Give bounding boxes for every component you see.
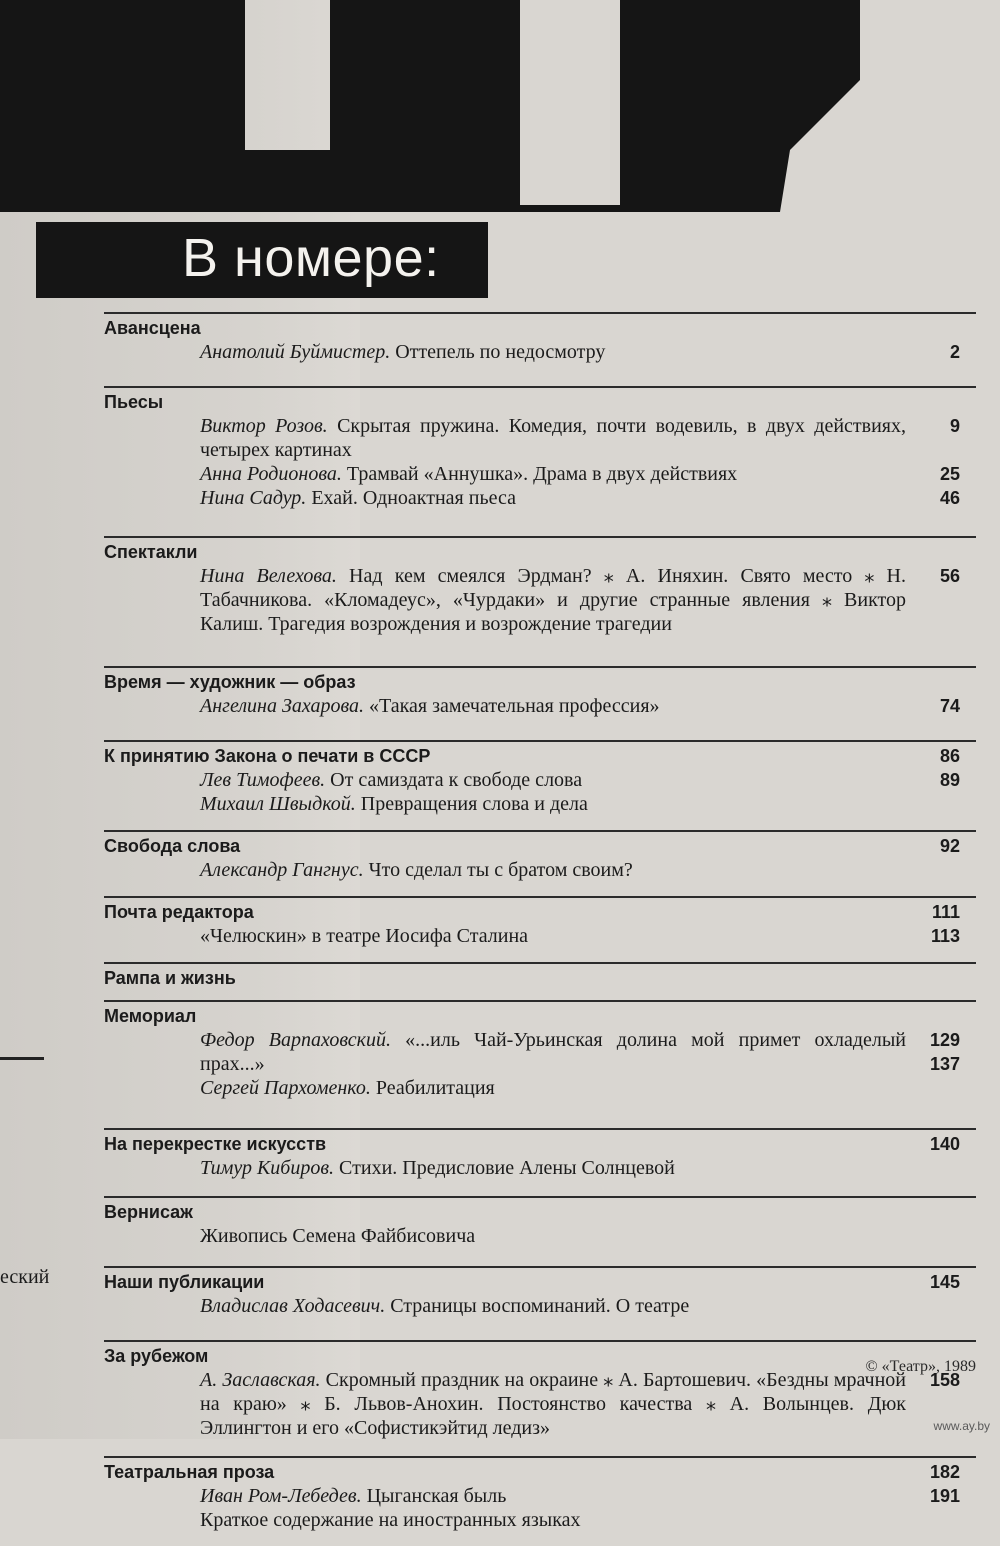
- entry-author: Виктор Розов.: [200, 415, 328, 437]
- page-number: 129: [929, 1030, 960, 1050]
- entry-title: Трамвай «Аннушка». Драма в двух действиях: [341, 463, 738, 485]
- entry-author: Нина Велехова.: [200, 565, 337, 587]
- section-title: Наши публикации: [104, 1272, 265, 1292]
- toc-entry: [104, 858, 976, 882]
- section-title: Спектакли: [104, 542, 198, 562]
- entry-author: Александр Гангнус.: [200, 859, 364, 881]
- entry-title: «...иль Чай-Урьинская долина мой примет охладелый прах...»: [200, 1029, 906, 1075]
- entry-title: Ехай. Одноактная пьеса: [306, 487, 516, 509]
- section-title: За рубежом: [104, 1346, 209, 1366]
- page-number: 9: [949, 416, 960, 436]
- entry-author: Владислав Ходасевич.: [200, 1295, 386, 1317]
- entry-author: Ангелина Захарова.: [200, 695, 365, 717]
- toc-section: [104, 536, 976, 642]
- entry-title: «Челюскин» в театре Иосифа Сталина: [200, 925, 529, 947]
- page-number: 191: [929, 1486, 960, 1506]
- section-title: Мемориал: [104, 1006, 197, 1026]
- masthead-logo: [0, 0, 860, 212]
- entry-author: Лев Тимофеев.: [200, 769, 326, 791]
- watermark: www.ay.by: [933, 1419, 990, 1433]
- entry-title: Стихи. Предисловие Алены Солнцевой: [334, 1157, 675, 1179]
- page-number: 140: [929, 1134, 960, 1154]
- entry-author: Нина Садур.: [200, 487, 307, 509]
- entry-title: Оттепель по недосмотру: [390, 341, 606, 363]
- entry-author: Иван Ром-Лебедев.: [200, 1485, 362, 1507]
- entry-author: Тимур Кибиров.: [200, 1157, 335, 1179]
- toc-section: [104, 1128, 976, 1186]
- toc-section: [104, 666, 976, 724]
- toc-entry: [104, 768, 976, 792]
- section-title: Рампа и жизнь: [104, 968, 236, 988]
- toc-section: [104, 1340, 976, 1446]
- section-title: Театральная проза: [104, 1462, 275, 1482]
- entry-title: Скромный праздник на окраине ⁎ А. Бартошевич. «Бездны мрачной на краю» ⁎ Б. Львов-Анохин. Постоянство качества ⁎ А. Волынцев. Дюк Эллингтон и его «Софистикэйтид ледиз»: [200, 1369, 906, 1439]
- toc-section: [104, 1456, 976, 1538]
- toc-section: [104, 896, 976, 954]
- toc-entry: [104, 1156, 976, 1180]
- toc-entry: [104, 1484, 976, 1508]
- entry-author: Федор Варпаховский.: [200, 1029, 391, 1051]
- entry-title: «Такая замечательная профессия»: [364, 695, 660, 717]
- section-title: Вернисаж: [104, 1202, 193, 1222]
- toc-section: [104, 1196, 976, 1254]
- toc-entry: [104, 1076, 976, 1100]
- entry-title: Краткое содержание на иностранных языках: [200, 1509, 581, 1531]
- section-title: На перекрестке искусств: [104, 1134, 327, 1154]
- page-number: 137: [929, 1054, 960, 1074]
- page-number: 56: [939, 566, 960, 586]
- section-title: Свобода слова: [104, 836, 241, 856]
- entry-author: Михаил Швыдкой.: [200, 793, 356, 815]
- toc-entry: [104, 462, 976, 486]
- toc-section: [104, 830, 976, 888]
- page-number: 145: [929, 1272, 960, 1292]
- entry-title: Реабилитация: [370, 1077, 495, 1099]
- section-title: К принятию Закона о печати в СССР: [104, 746, 431, 766]
- page-number: 182: [929, 1462, 960, 1482]
- toc-entry: [104, 1224, 976, 1248]
- divider: [0, 1057, 44, 1060]
- toc-entry: [104, 1368, 976, 1440]
- entry-author: Анатолий Буймистер.: [200, 341, 391, 363]
- toc-entry: [104, 414, 976, 462]
- page-number: 158: [929, 1370, 960, 1390]
- page-number: 113: [930, 926, 960, 946]
- section-title: Авансцена: [104, 318, 201, 338]
- entry-title: От самиздата к свободе слова: [325, 769, 583, 791]
- toc-section: [104, 740, 976, 822]
- toc-entry: [104, 486, 976, 510]
- page-number: 111: [931, 902, 960, 922]
- page-number: 92: [939, 836, 960, 856]
- toc-entry: [104, 694, 976, 718]
- table-of-contents: [104, 312, 976, 1546]
- section-title: Время — художник — образ: [104, 672, 356, 692]
- page-number: 74: [939, 696, 960, 716]
- toc-section: [104, 312, 976, 370]
- toc-entry: [104, 1508, 976, 1532]
- toc-entry: [104, 924, 976, 948]
- toc-entry: [104, 564, 976, 636]
- section-title: Пьесы: [104, 392, 164, 412]
- page-number: 46: [939, 488, 960, 508]
- page-number: 86: [939, 746, 960, 766]
- entry-author: Анна Родионова.: [200, 463, 342, 485]
- toc-entry: [104, 1028, 976, 1076]
- toc-entry: [104, 1294, 976, 1318]
- page-number: 2: [949, 342, 960, 362]
- page-number: 89: [939, 770, 960, 790]
- entry-title: Скрытая пружина. Комедия, почти водевиль, в двух действиях, четырех картинах: [200, 415, 907, 461]
- toc-entry: [104, 340, 976, 364]
- entry-title: Над кем смеялся Эрдман? ⁎ А. Иняхин. Свято место ⁎ Н. Табачникова. «Кломадеус», «Чурдаки» и другие странные явления ⁎ Виктор Калиш. Трагедия возрождения и возрождение трагедии: [200, 565, 906, 635]
- entry-title: Страницы воспоминаний. О театре: [385, 1295, 690, 1317]
- contents-title: В номере:: [182, 228, 440, 288]
- toc-section: [104, 386, 976, 516]
- toc-entry: [104, 792, 976, 816]
- page-number: 25: [939, 464, 960, 484]
- toc-section: [104, 1266, 976, 1324]
- entry-title: Превращения слова и дела: [355, 793, 588, 815]
- adjacent-page-fragment: еский: [0, 1266, 50, 1288]
- entry-title: Цыганская быль: [361, 1485, 507, 1507]
- toc-section: [104, 1000, 976, 1106]
- entry-title: Живопись Семена Файбисовича: [200, 1225, 476, 1247]
- copyright: © «Театр», 1989: [865, 1358, 976, 1375]
- toc-section: [104, 962, 976, 996]
- entry-title: Что сделал ты с братом своим?: [363, 859, 633, 881]
- section-title: Почта редактора: [104, 902, 254, 922]
- entry-author: А. Заславская.: [200, 1369, 321, 1391]
- entry-author: Сергей Пархоменко.: [200, 1077, 371, 1099]
